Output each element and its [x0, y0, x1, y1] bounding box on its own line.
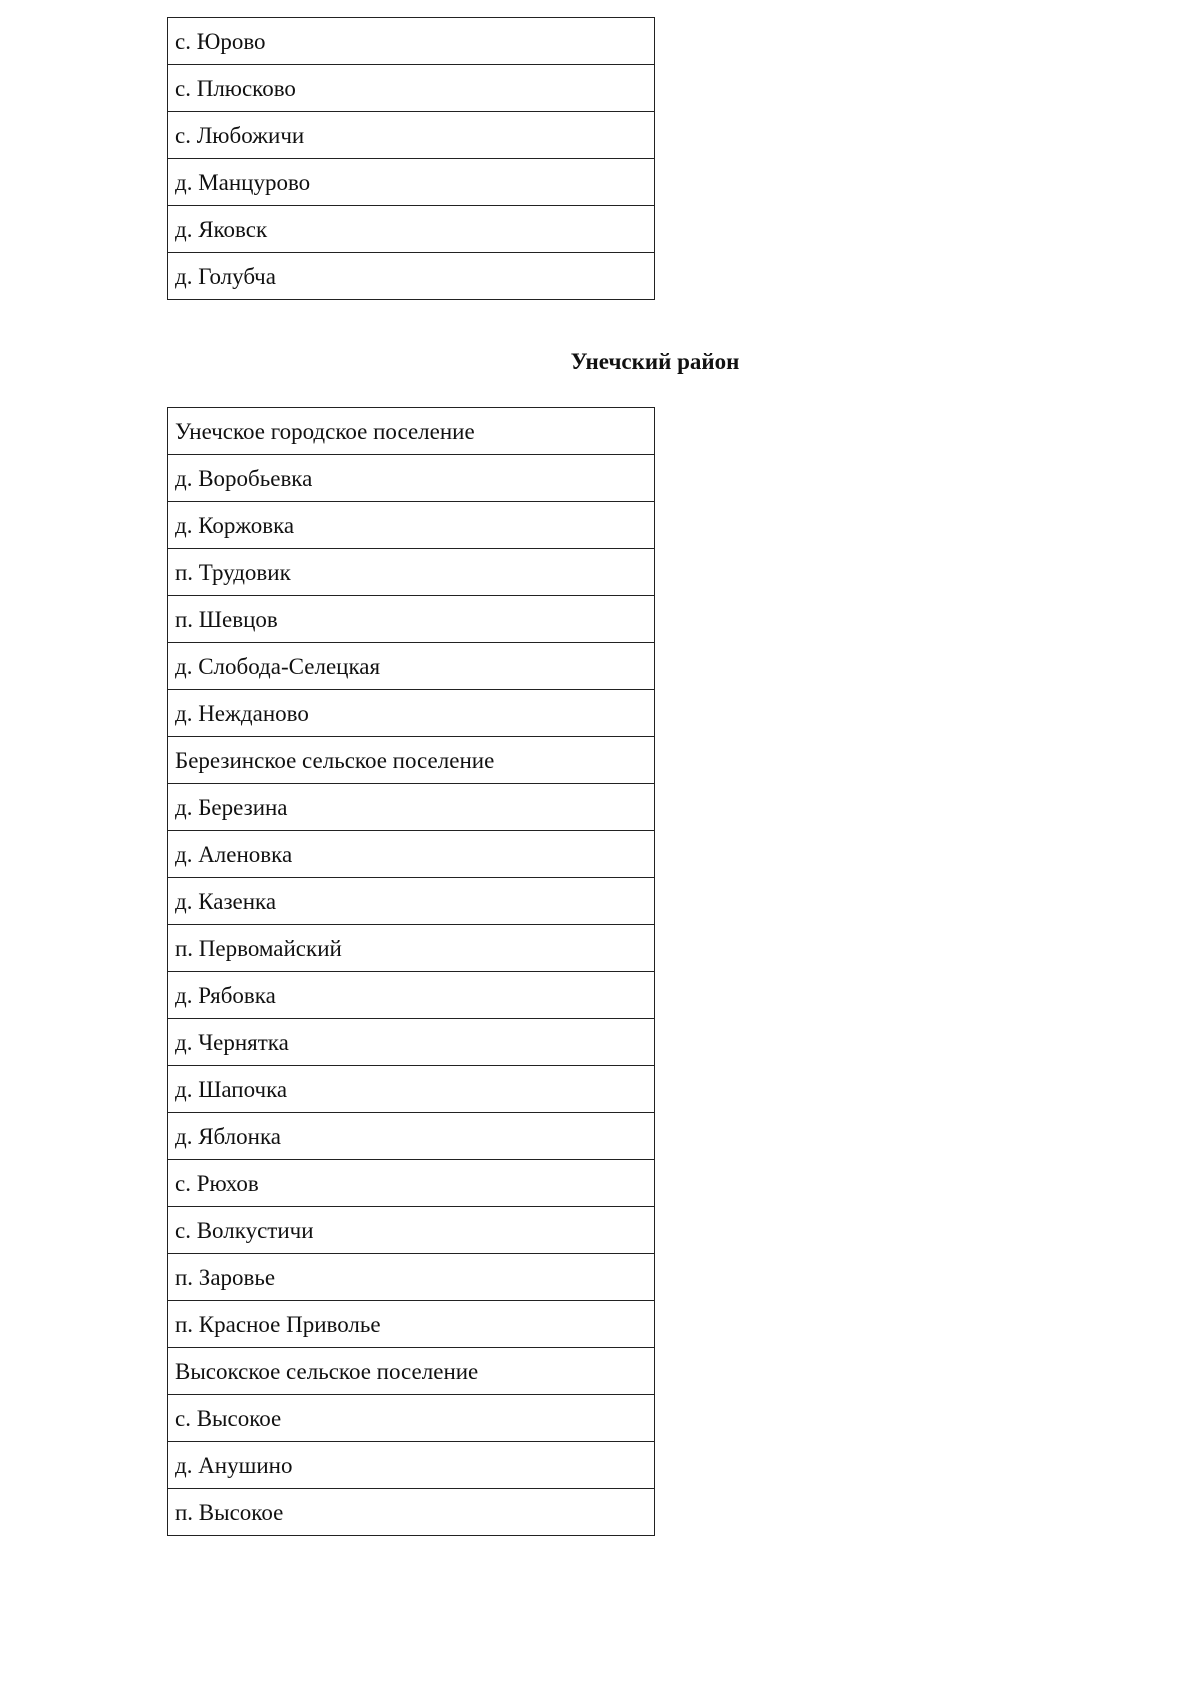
table-cell: Высокское сельское поселение: [168, 1348, 655, 1395]
table-cell: д. Коржовка: [168, 502, 655, 549]
table-cell: п. Первомайский: [168, 925, 655, 972]
table-row: [168, 65, 655, 112]
table-cell: д. Воробьевка: [168, 455, 655, 502]
table-cell: п. Высокое: [168, 1489, 655, 1536]
table-cell: д. Рябовка: [168, 972, 655, 1019]
section-heading: Унечский район: [570, 349, 740, 374]
table-row: [168, 1348, 655, 1395]
table-cell: д. Казенка: [168, 878, 655, 925]
table-row: [168, 18, 655, 65]
table-row: [168, 1066, 655, 1113]
table-cell: д. Нежданово: [168, 690, 655, 737]
table-row: [168, 455, 655, 502]
table-cell: д. Анушино: [168, 1442, 655, 1489]
table-cell: Березинское сельское поселение: [168, 737, 655, 784]
table-row: [168, 112, 655, 159]
table-cell: д. Яблонка: [168, 1113, 655, 1160]
table-row: [168, 1113, 655, 1160]
table-cell: д. Березина: [168, 784, 655, 831]
table-cell: с. Высокое: [168, 1395, 655, 1442]
table-row: [168, 737, 655, 784]
table-cell: д. Шапочка: [168, 1066, 655, 1113]
table-row: [168, 972, 655, 1019]
table-cell: с. Любожичи: [168, 112, 655, 159]
table-row: [168, 253, 655, 300]
table-cell: с. Плюсково: [168, 65, 655, 112]
table-row: [168, 1301, 655, 1348]
table-cell: с. Рюхов: [168, 1160, 655, 1207]
table-cell: д. Яковск: [168, 206, 655, 253]
table-cell: п. Заровье: [168, 1254, 655, 1301]
table-cell: д. Чернятка: [168, 1019, 655, 1066]
table-row: [168, 159, 655, 206]
table-row: [168, 408, 655, 455]
table-row: [168, 784, 655, 831]
table-row: [168, 643, 655, 690]
table-cell: п. Трудовик: [168, 549, 655, 596]
table-row: [168, 878, 655, 925]
table-row: [168, 1254, 655, 1301]
table-cell: д. Аленовка: [168, 831, 655, 878]
settlements-table-top: [167, 17, 655, 300]
table-row: [168, 1207, 655, 1254]
table-cell: с. Юрово: [168, 18, 655, 65]
table-row: [168, 1442, 655, 1489]
table-row: [168, 1019, 655, 1066]
table-row: [168, 925, 655, 972]
table-row: [168, 1489, 655, 1536]
table-cell: п. Красное Приволье: [168, 1301, 655, 1348]
table-row: [168, 206, 655, 253]
table-row: [168, 502, 655, 549]
table-cell: д. Голубча: [168, 253, 655, 300]
table-cell: д. Слобода-Селецкая: [168, 643, 655, 690]
table-row: [168, 831, 655, 878]
table-row: [168, 1395, 655, 1442]
table-row: [168, 1160, 655, 1207]
table-row: [168, 549, 655, 596]
table-cell: с. Волкустичи: [168, 1207, 655, 1254]
table-cell: д. Манцурово: [168, 159, 655, 206]
table-row: [168, 690, 655, 737]
table-cell: Унечское городское поселение: [168, 408, 655, 455]
table-row: [168, 596, 655, 643]
table-cell: п. Шевцов: [168, 596, 655, 643]
settlements-table-main: [167, 407, 655, 1536]
